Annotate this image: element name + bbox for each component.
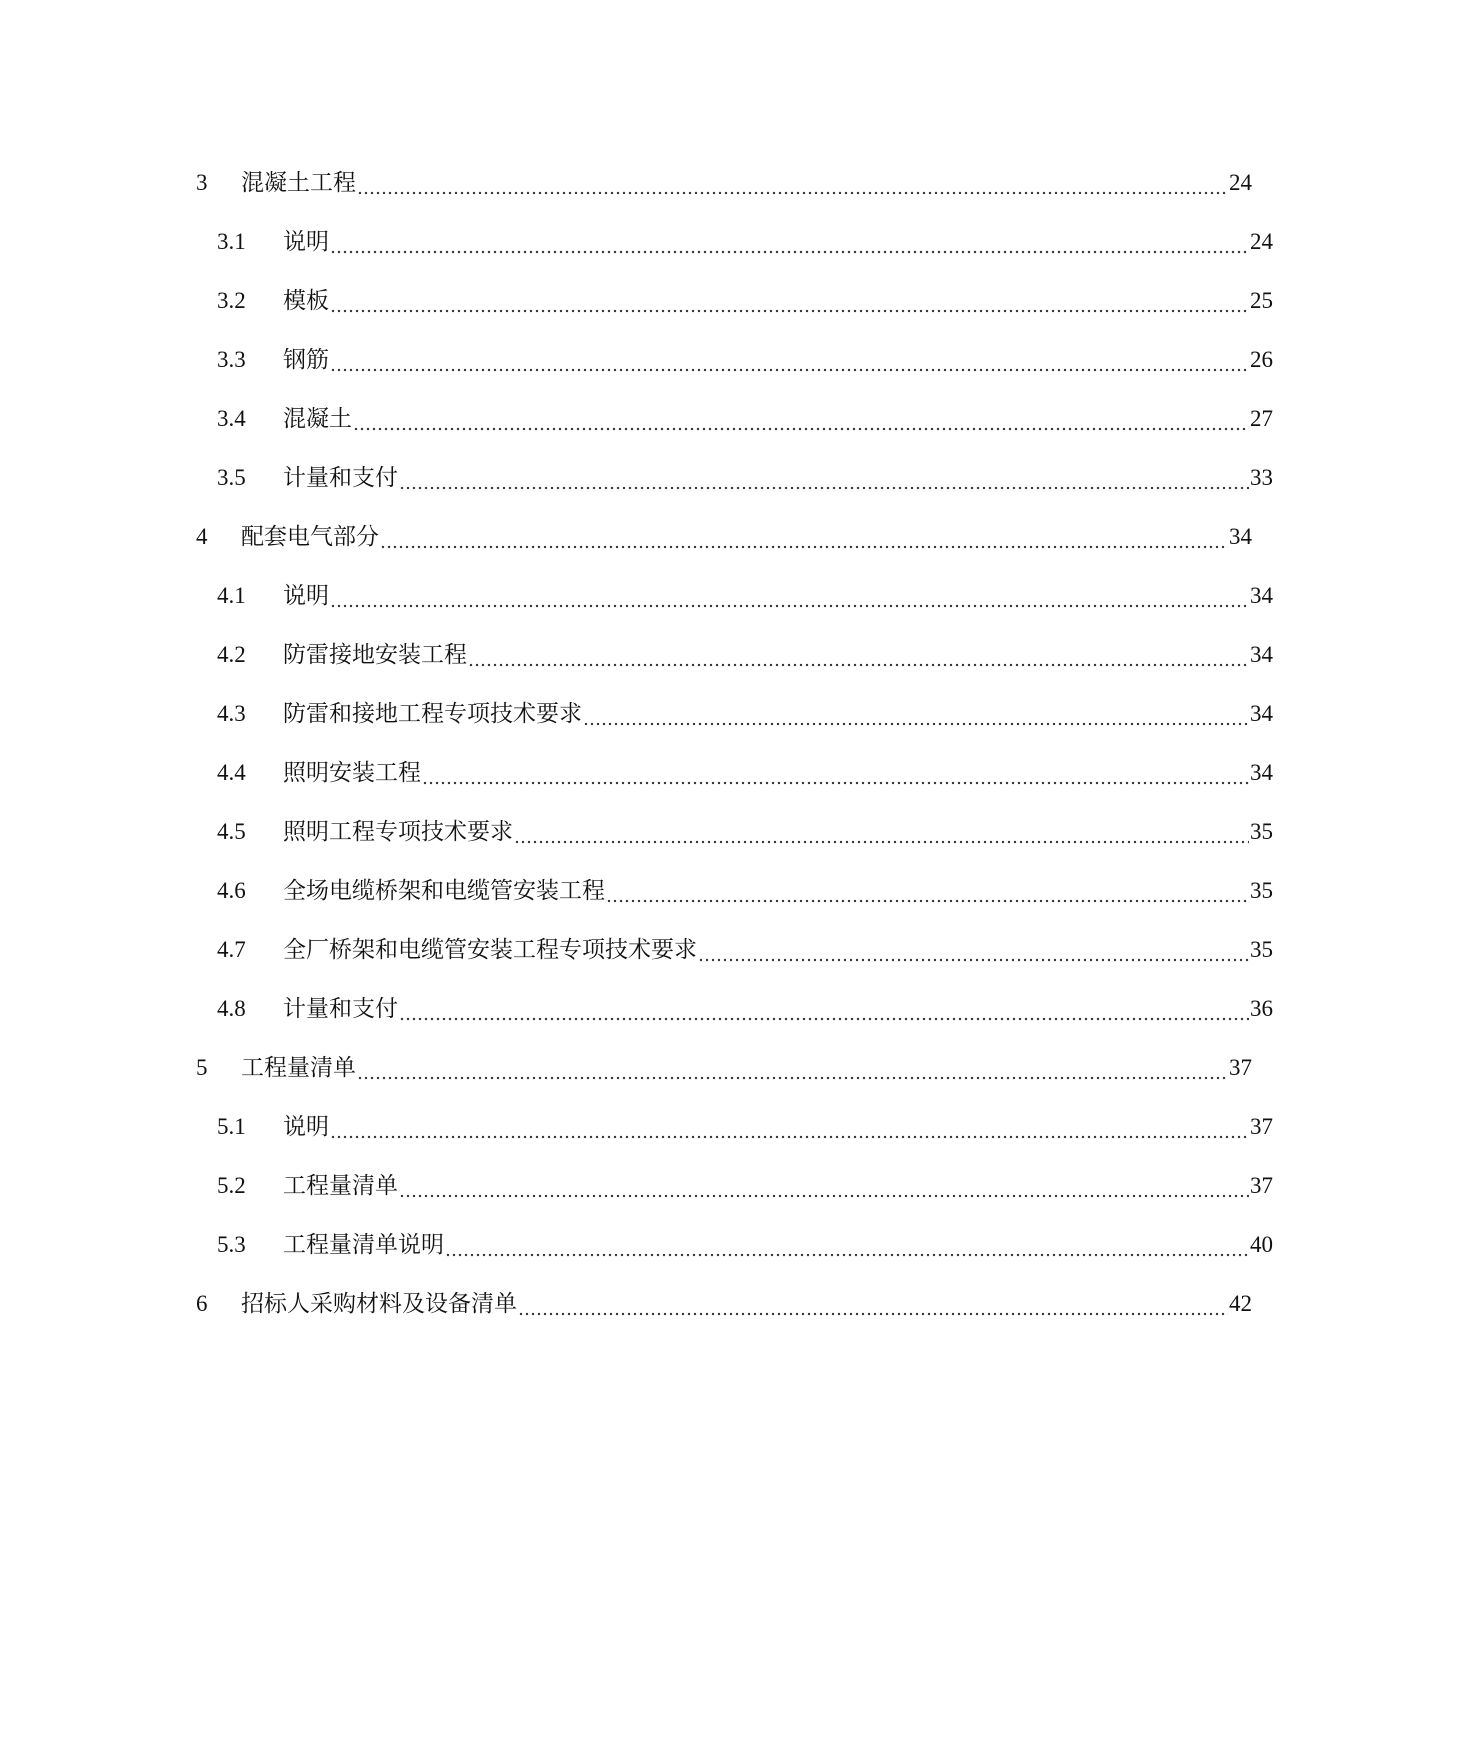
toc-entry-title: 说明 bbox=[283, 1114, 329, 1139]
toc-entry-number: 3.1 bbox=[217, 229, 246, 254]
toc-entry-number: 4 bbox=[196, 524, 208, 549]
toc-entry[interactable] bbox=[0, 224, 1458, 260]
toc-entry[interactable] bbox=[0, 578, 1458, 614]
toc-entry[interactable] bbox=[0, 283, 1458, 319]
toc-entry-title: 工程量清单 bbox=[283, 1173, 398, 1198]
toc-entry-number: 4.6 bbox=[217, 878, 246, 903]
toc-entry-page-number: 27 bbox=[1250, 406, 1273, 431]
toc-entry-page-number: 26 bbox=[1250, 347, 1273, 372]
toc-entry-page-number: 36 bbox=[1250, 996, 1273, 1021]
toc-entry[interactable] bbox=[0, 755, 1458, 791]
toc-entry-page-number: 35 bbox=[1250, 819, 1273, 844]
toc-entry-page-number: 24 bbox=[1250, 229, 1273, 254]
toc-entry-page-number: 37 bbox=[1250, 1173, 1273, 1198]
toc-dot-leader bbox=[468, 637, 1249, 673]
toc-dot-leader bbox=[445, 1227, 1249, 1263]
toc-entry-title: 照明安装工程 bbox=[283, 760, 421, 785]
toc-dot-leader bbox=[514, 814, 1249, 850]
toc-entry-title: 照明工程专项技术要求 bbox=[283, 819, 513, 844]
toc-entry-page-number: 34 bbox=[1250, 583, 1273, 608]
toc-entry-page-number: 37 bbox=[1229, 1055, 1252, 1080]
toc-entry[interactable] bbox=[0, 1227, 1458, 1263]
toc-entry-title: 计量和支付 bbox=[283, 465, 398, 490]
toc-entry-number: 5.1 bbox=[217, 1114, 246, 1139]
toc-entry[interactable] bbox=[0, 342, 1458, 378]
toc-dot-leader bbox=[399, 460, 1249, 496]
toc-entry[interactable] bbox=[0, 637, 1458, 673]
toc-entry[interactable] bbox=[0, 1168, 1458, 1204]
toc-entry-page-number: 34 bbox=[1229, 524, 1252, 549]
toc-entry[interactable] bbox=[0, 991, 1458, 1027]
toc-entry[interactable] bbox=[0, 873, 1458, 909]
toc-entry-page-number: 25 bbox=[1250, 288, 1273, 313]
toc-entry-page-number: 33 bbox=[1250, 465, 1273, 490]
toc-entry-number: 4.1 bbox=[217, 583, 246, 608]
toc-entry-title: 计量和支付 bbox=[283, 996, 398, 1021]
toc-entry-number: 4.2 bbox=[217, 642, 246, 667]
toc-entry[interactable] bbox=[0, 460, 1458, 496]
toc-entry-title: 混凝土工程 bbox=[241, 170, 356, 195]
toc-entry-number: 4.5 bbox=[217, 819, 246, 844]
toc-entry-title: 全场电缆桥架和电缆管安装工程 bbox=[283, 878, 605, 903]
toc-dot-leader bbox=[698, 932, 1249, 968]
toc-entry-title: 招标人采购材料及设备清单 bbox=[241, 1291, 517, 1316]
toc-dot-leader bbox=[606, 873, 1249, 909]
toc-dot-leader bbox=[380, 519, 1228, 555]
toc-entry-title: 说明 bbox=[283, 229, 329, 254]
toc-entry-number: 5.3 bbox=[217, 1232, 246, 1257]
toc-entry[interactable] bbox=[0, 696, 1458, 732]
toc-entry-title: 工程量清单说明 bbox=[283, 1232, 444, 1257]
toc-entry-page-number: 24 bbox=[1229, 170, 1252, 195]
toc-entry-number: 3.3 bbox=[217, 347, 246, 372]
toc-dot-leader bbox=[399, 991, 1249, 1027]
toc-entry-page-number: 34 bbox=[1250, 760, 1273, 785]
toc-entry-page-number: 34 bbox=[1250, 701, 1273, 726]
toc-entry[interactable] bbox=[0, 165, 1437, 201]
toc-dot-leader bbox=[330, 578, 1249, 614]
toc-entry-page-number: 42 bbox=[1229, 1291, 1252, 1316]
toc-entry-number: 4.4 bbox=[217, 760, 246, 785]
toc-entry-number: 4.8 bbox=[217, 996, 246, 1021]
toc-dot-leader bbox=[330, 283, 1249, 319]
toc-entry-page-number: 35 bbox=[1250, 937, 1273, 962]
toc-entry-number: 4.7 bbox=[217, 937, 246, 962]
toc-dot-leader bbox=[330, 342, 1249, 378]
toc-entry-title: 工程量清单 bbox=[241, 1055, 356, 1080]
toc-entry[interactable] bbox=[0, 1109, 1458, 1145]
toc-entry-number: 3.4 bbox=[217, 406, 246, 431]
toc-entry[interactable] bbox=[0, 519, 1437, 555]
toc-dot-leader bbox=[357, 165, 1228, 201]
toc-dot-leader bbox=[330, 1109, 1249, 1145]
toc-entry-page-number: 37 bbox=[1250, 1114, 1273, 1139]
toc-entry-number: 6 bbox=[196, 1291, 208, 1316]
toc-entry-title: 混凝土 bbox=[283, 406, 352, 431]
toc-entry-title: 钢筋 bbox=[283, 347, 329, 372]
toc-dot-leader bbox=[583, 696, 1249, 732]
toc-entry-title: 防雷接地安装工程 bbox=[283, 642, 467, 667]
toc-entry-page-number: 40 bbox=[1250, 1232, 1273, 1257]
toc-entry-title: 防雷和接地工程专项技术要求 bbox=[283, 701, 582, 726]
toc-entry[interactable] bbox=[0, 401, 1458, 437]
toc-entry-number: 5 bbox=[196, 1055, 208, 1080]
toc-entry-number: 4.3 bbox=[217, 701, 246, 726]
toc-entry-page-number: 35 bbox=[1250, 878, 1273, 903]
toc-entry-number: 3.5 bbox=[217, 465, 246, 490]
toc-dot-leader bbox=[353, 401, 1249, 437]
toc-entry[interactable] bbox=[0, 814, 1458, 850]
toc-entry-page-number: 34 bbox=[1250, 642, 1273, 667]
toc-entry[interactable] bbox=[0, 932, 1458, 968]
toc-dot-leader bbox=[399, 1168, 1249, 1204]
toc-entry-title: 配套电气部分 bbox=[241, 524, 379, 549]
toc-entry-number: 3 bbox=[196, 170, 208, 195]
toc-entry-number: 3.2 bbox=[217, 288, 246, 313]
toc-entry-title: 模板 bbox=[283, 288, 329, 313]
toc-dot-leader bbox=[518, 1286, 1228, 1322]
toc-entry[interactable] bbox=[0, 1286, 1437, 1322]
toc-entry-title: 全厂桥架和电缆管安装工程专项技术要求 bbox=[283, 937, 697, 962]
toc-entry-number: 5.2 bbox=[217, 1173, 246, 1198]
toc-entry-title: 说明 bbox=[283, 583, 329, 608]
toc-dot-leader bbox=[330, 224, 1249, 260]
toc-entry[interactable] bbox=[0, 1050, 1437, 1086]
toc-dot-leader bbox=[357, 1050, 1228, 1086]
toc-dot-leader bbox=[422, 755, 1249, 791]
